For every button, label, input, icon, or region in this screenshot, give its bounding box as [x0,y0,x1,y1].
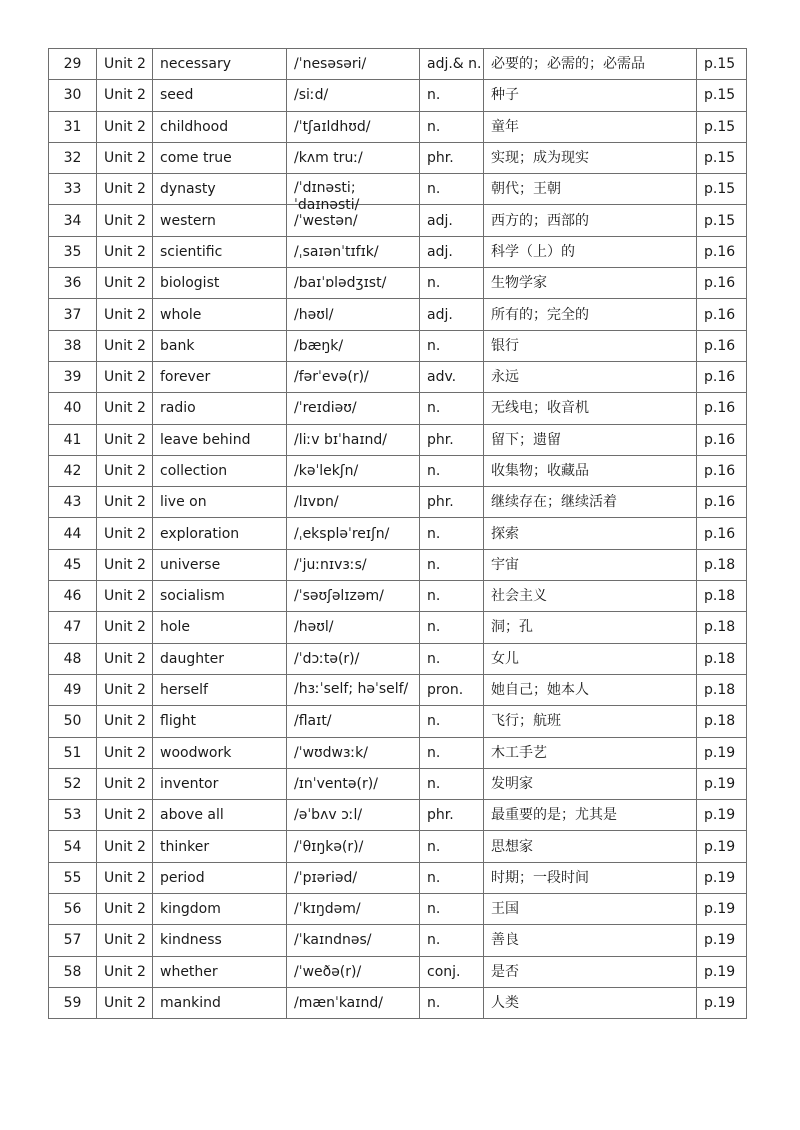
textbook-page: p.15 [697,205,747,236]
vocabulary-row [49,393,747,424]
unit-label: Unit 2 [97,299,153,330]
textbook-page: p.15 [697,174,747,205]
part-of-speech: n. [420,894,484,925]
english-word: thinker [153,831,287,862]
entry-number: 56 [49,894,97,925]
chinese-meaning: 善良 [484,925,697,956]
vocabulary-table [48,48,747,1019]
entry-number: 32 [49,142,97,173]
phonetic-transcription-text: /hɜːˈself; həˈself/ [294,680,409,697]
part-of-speech: adj.& n. [420,49,484,80]
textbook-page: p.19 [697,737,747,768]
unit-label: Unit 2 [97,925,153,956]
chinese-meaning: 宇宙 [484,549,697,580]
vocabulary-row [49,925,747,956]
english-word: biologist [153,268,287,299]
unit-label: Unit 2 [97,393,153,424]
unit-label: Unit 2 [97,737,153,768]
entry-number: 35 [49,236,97,267]
textbook-page: p.19 [697,987,747,1018]
vocabulary-row [49,862,747,893]
entry-number: 57 [49,925,97,956]
chinese-meaning: 必要的；必需的；必需品 [484,49,697,80]
textbook-page: p.19 [697,862,747,893]
english-word: herself [153,674,287,705]
english-word: woodwork [153,737,287,768]
vocabulary-row [49,487,747,518]
unit-label: Unit 2 [97,831,153,862]
unit-label: Unit 2 [97,236,153,267]
textbook-page: p.18 [697,581,747,612]
chinese-meaning: 洞；孔 [484,612,697,643]
entry-number: 41 [49,424,97,455]
chinese-meaning: 西方的；西部的 [484,205,697,236]
entry-number: 54 [49,831,97,862]
english-word: above all [153,800,287,831]
phonetic-transcription: /lɪvɒn/ [287,487,420,518]
unit-label: Unit 2 [97,361,153,392]
chinese-meaning: 时期；一段时间 [484,862,697,893]
phonetic-transcription: /ˈsəʊʃəlɪzəm/ [287,581,420,612]
unit-label: Unit 2 [97,706,153,737]
phonetic-transcription: /siːd/ [287,80,420,111]
english-word: collection [153,455,287,486]
textbook-page: p.16 [697,518,747,549]
vocabulary-row [49,800,747,831]
vocabulary-row [49,424,747,455]
part-of-speech: phr. [420,424,484,455]
vocabulary-row [49,831,747,862]
vocabulary-row [49,268,747,299]
vocabulary-row [49,142,747,173]
phonetic-transcription: /əˈbʌv ɔːl/ [287,800,420,831]
phonetic-transcription: /liːv bɪˈhaɪnd/ [287,424,420,455]
english-word: radio [153,393,287,424]
entry-number: 51 [49,737,97,768]
vocabulary-row [49,956,747,987]
phonetic-transcription: /ˈjuːnɪvɜːs/ [287,549,420,580]
part-of-speech: n. [420,111,484,142]
unit-label: Unit 2 [97,487,153,518]
vocabulary-row [49,549,747,580]
part-of-speech: n. [420,862,484,893]
chinese-meaning: 继续存在；继续活着 [484,487,697,518]
entry-number: 46 [49,581,97,612]
entry-number: 59 [49,987,97,1018]
textbook-page: p.18 [697,706,747,737]
chinese-meaning: 社会主义 [484,581,697,612]
part-of-speech: phr. [420,487,484,518]
entry-number: 49 [49,674,97,705]
entry-number: 47 [49,612,97,643]
entry-number: 31 [49,111,97,142]
part-of-speech: n. [420,987,484,1018]
vocabulary-row [49,643,747,674]
part-of-speech: n. [420,737,484,768]
part-of-speech: adj. [420,205,484,236]
vocabulary-row [49,987,747,1018]
part-of-speech: n. [420,393,484,424]
chinese-meaning: 银行 [484,330,697,361]
vocabulary-row [49,581,747,612]
chinese-meaning: 她自己；她本人 [484,674,697,705]
english-word: necessary [153,49,287,80]
unit-label: Unit 2 [97,455,153,486]
textbook-page: p.16 [697,361,747,392]
textbook-page: p.16 [697,424,747,455]
textbook-page: p.15 [697,142,747,173]
vocabulary-row [49,205,747,236]
part-of-speech: n. [420,80,484,111]
entry-number: 29 [49,49,97,80]
entry-number: 38 [49,330,97,361]
unit-label: Unit 2 [97,142,153,173]
entry-number: 39 [49,361,97,392]
textbook-page: p.16 [697,268,747,299]
chinese-meaning: 实现；成为现实 [484,142,697,173]
english-word: kingdom [153,894,287,925]
unit-label: Unit 2 [97,956,153,987]
english-word: leave behind [153,424,287,455]
english-word: scientific [153,236,287,267]
phonetic-transcription: /həʊl/ [287,612,420,643]
chinese-meaning: 王国 [484,894,697,925]
unit-label: Unit 2 [97,205,153,236]
vocabulary-sheet [48,48,746,1019]
unit-label: Unit 2 [97,111,153,142]
part-of-speech: n. [420,612,484,643]
english-word: kindness [153,925,287,956]
unit-label: Unit 2 [97,424,153,455]
unit-label: Unit 2 [97,768,153,799]
textbook-page: p.16 [697,487,747,518]
english-word: forever [153,361,287,392]
chinese-meaning: 飞行；航班 [484,706,697,737]
chinese-meaning: 种子 [484,80,697,111]
phonetic-transcription: /baɪˈɒlədʒɪst/ [287,268,420,299]
part-of-speech: adj. [420,299,484,330]
entry-number: 55 [49,862,97,893]
entry-number: 40 [49,393,97,424]
entry-number: 48 [49,643,97,674]
chinese-meaning: 人类 [484,987,697,1018]
english-word: childhood [153,111,287,142]
chinese-meaning: 永远 [484,361,697,392]
part-of-speech: pron. [420,674,484,705]
unit-label: Unit 2 [97,330,153,361]
entry-number: 37 [49,299,97,330]
entry-number: 33 [49,174,97,205]
entry-number: 45 [49,549,97,580]
phonetic-transcription: /ˈweðə(r)/ [287,956,420,987]
english-word: socialism [153,581,287,612]
textbook-page: p.18 [697,549,747,580]
unit-label: Unit 2 [97,612,153,643]
english-word: exploration [153,518,287,549]
part-of-speech: n. [420,706,484,737]
chinese-meaning: 留下；遗留 [484,424,697,455]
phonetic-transcription: /ˌsaɪənˈtɪfɪk/ [287,236,420,267]
part-of-speech: n. [420,455,484,486]
english-word: western [153,205,287,236]
textbook-page: p.19 [697,800,747,831]
phonetic-transcription: /ɪnˈventə(r)/ [287,768,420,799]
vocabulary-row [49,768,747,799]
entry-number: 44 [49,518,97,549]
vocabulary-row [49,330,747,361]
chinese-meaning: 生物学家 [484,268,697,299]
phonetic-transcription: /bæŋk/ [287,330,420,361]
phonetic-transcription-text: /ˈdɪnəsti; ˈdaɪnəsti/ [294,180,360,214]
textbook-page: p.16 [697,236,747,267]
part-of-speech: n. [420,768,484,799]
english-word: daughter [153,643,287,674]
textbook-page: p.19 [697,768,747,799]
vocabulary-row [49,236,747,267]
english-word: come true [153,142,287,173]
unit-label: Unit 2 [97,174,153,205]
part-of-speech: n. [420,518,484,549]
textbook-page: p.16 [697,393,747,424]
chinese-meaning: 木工手艺 [484,737,697,768]
chinese-meaning: 童年 [484,111,697,142]
chinese-meaning: 最重要的是；尤其是 [484,800,697,831]
phonetic-transcription: /ˈpɪəriəd/ [287,862,420,893]
textbook-page: p.16 [697,330,747,361]
entry-number: 58 [49,956,97,987]
phonetic-transcription: /ˈθɪŋkə(r)/ [287,831,420,862]
unit-label: Unit 2 [97,800,153,831]
english-word: whether [153,956,287,987]
unit-label: Unit 2 [97,674,153,705]
part-of-speech: phr. [420,800,484,831]
entry-number: 50 [49,706,97,737]
phonetic-transcription: /həʊl/ [287,299,420,330]
vocabulary-row [49,174,747,205]
vocabulary-row [49,674,747,705]
chinese-meaning: 朝代；王朝 [484,174,697,205]
unit-label: Unit 2 [97,643,153,674]
english-word: universe [153,549,287,580]
phonetic-transcription: /ˈreɪdiəʊ/ [287,393,420,424]
textbook-page: p.15 [697,49,747,80]
phonetic-transcription: /fərˈevə(r)/ [287,361,420,392]
unit-label: Unit 2 [97,862,153,893]
phonetic-transcription: /ˈtʃaɪldhʊd/ [287,111,420,142]
chinese-meaning: 探索 [484,518,697,549]
vocabulary-row [49,111,747,142]
unit-label: Unit 2 [97,894,153,925]
part-of-speech: phr. [420,142,484,173]
part-of-speech: n. [420,268,484,299]
vocabulary-row [49,612,747,643]
phonetic-transcription: /flaɪt/ [287,706,420,737]
textbook-page: p.16 [697,455,747,486]
chinese-meaning: 是否 [484,956,697,987]
entry-number: 53 [49,800,97,831]
textbook-page: p.18 [697,612,747,643]
vocabulary-row [49,894,747,925]
english-word: live on [153,487,287,518]
part-of-speech: n. [420,174,484,205]
chinese-meaning: 发明家 [484,768,697,799]
unit-label: Unit 2 [97,49,153,80]
chinese-meaning: 思想家 [484,831,697,862]
phonetic-transcription: /ˈwʊdwɜːk/ [287,737,420,768]
vocabulary-row [49,299,747,330]
phonetic-transcription: /mænˈkaɪnd/ [287,987,420,1018]
unit-label: Unit 2 [97,987,153,1018]
textbook-page: p.16 [697,299,747,330]
phonetic-transcription: /ˌekspləˈreɪʃn/ [287,518,420,549]
chinese-meaning: 女儿 [484,643,697,674]
textbook-page: p.18 [697,674,747,705]
english-word: whole [153,299,287,330]
english-word: inventor [153,768,287,799]
english-word: flight [153,706,287,737]
part-of-speech: n. [420,581,484,612]
english-word: period [153,862,287,893]
unit-label: Unit 2 [97,518,153,549]
entry-number: 42 [49,455,97,486]
entry-number: 34 [49,205,97,236]
chinese-meaning: 科学（上）的 [484,236,697,267]
vocabulary-row [49,455,747,486]
english-word: mankind [153,987,287,1018]
phonetic-transcription: /kəˈlekʃn/ [287,455,420,486]
part-of-speech: n. [420,549,484,580]
vocabulary-row [49,49,747,80]
phonetic-transcription: /kʌm truː/ [287,142,420,173]
part-of-speech: conj. [420,956,484,987]
textbook-page: p.18 [697,643,747,674]
part-of-speech: n. [420,831,484,862]
part-of-speech: n. [420,330,484,361]
chinese-meaning: 所有的；完全的 [484,299,697,330]
unit-label: Unit 2 [97,80,153,111]
vocabulary-row [49,80,747,111]
vocabulary-table-body [49,49,747,1019]
textbook-page: p.19 [697,894,747,925]
textbook-page: p.15 [697,80,747,111]
part-of-speech: adj. [420,236,484,267]
textbook-page: p.19 [697,956,747,987]
part-of-speech: adv. [420,361,484,392]
entry-number: 30 [49,80,97,111]
vocabulary-row [49,361,747,392]
entry-number: 36 [49,268,97,299]
vocabulary-row [49,518,747,549]
textbook-page: p.15 [697,111,747,142]
part-of-speech: n. [420,643,484,674]
vocabulary-row [49,737,747,768]
unit-label: Unit 2 [97,581,153,612]
phonetic-transcription [287,174,420,214]
phonetic-transcription: /ˈkɪŋdəm/ [287,894,420,925]
english-word: dynasty [153,174,287,205]
unit-label: Unit 2 [97,268,153,299]
entry-number: 43 [49,487,97,518]
english-word: hole [153,612,287,643]
phonetic-transcription: /ˈnesəsəri/ [287,49,420,80]
english-word: bank [153,330,287,361]
phonetic-transcription [287,674,420,705]
phonetic-transcription: /ˈdɔːtə(r)/ [287,643,420,674]
part-of-speech: n. [420,925,484,956]
phonetic-transcription: /ˈwestən/ [287,205,420,236]
phonetic-transcription: /ˈkaɪndnəs/ [287,925,420,956]
textbook-page: p.19 [697,831,747,862]
entry-number: 52 [49,768,97,799]
chinese-meaning: 收集物；收藏品 [484,455,697,486]
chinese-meaning: 无线电；收音机 [484,393,697,424]
unit-label: Unit 2 [97,549,153,580]
vocabulary-row [49,706,747,737]
english-word: seed [153,80,287,111]
textbook-page: p.19 [697,925,747,956]
